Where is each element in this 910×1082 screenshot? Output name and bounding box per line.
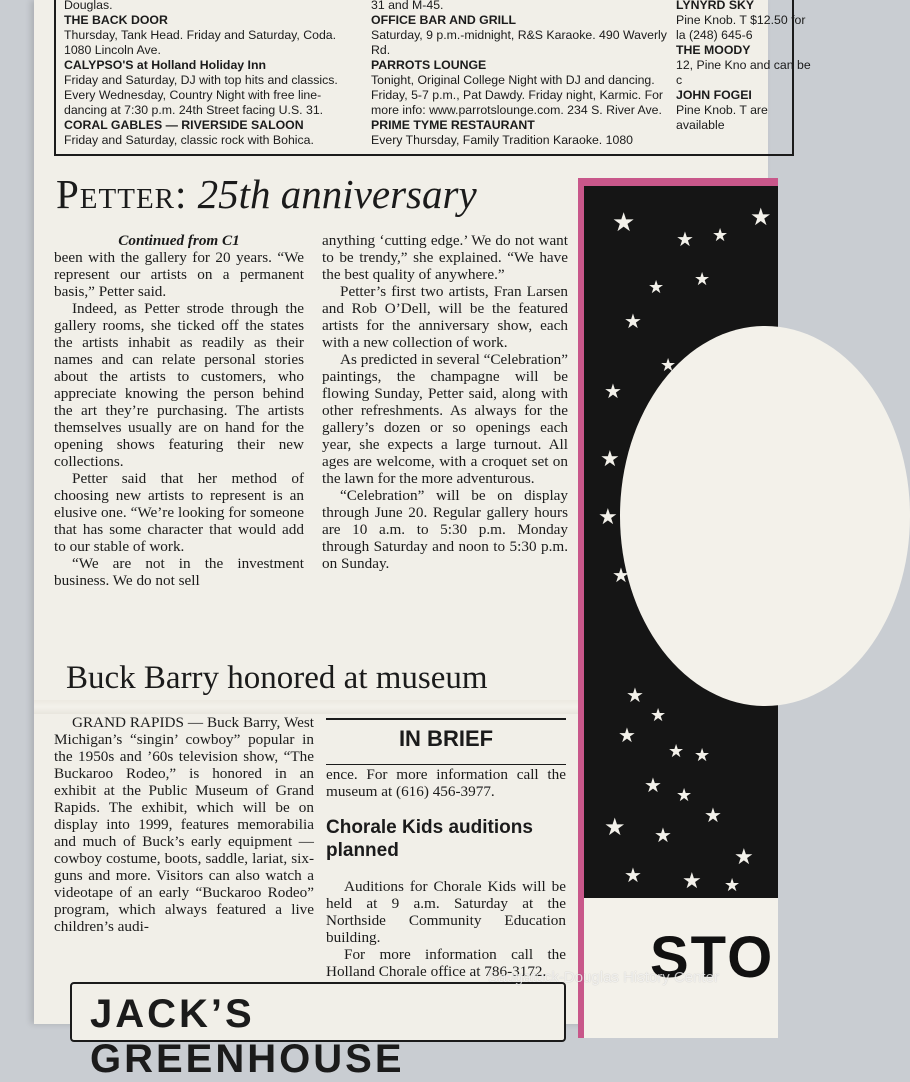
- listing-detail: 12, Pine Kno and can be c: [676, 58, 811, 87]
- listing-venue: 31 and M-45.: [371, 0, 444, 12]
- listing-detail: Friday and Saturday, DJ with top hits and classics. Every Wednesday, Country Night with free line-dancing at 7:30 p.m. 24th Street facing U.S. 31.: [64, 73, 338, 117]
- brief-headline: Chorale Kids auditions planned: [326, 817, 533, 861]
- paragraph: Petter’s first two artists, Fran Larsen and Rob O’Dell, will be the featured artists for the anniversary show, each with a new collection of work.: [322, 283, 568, 351]
- listing-detail: Tonight, Original College Night with DJ and dancing. Friday, 5-7 p.m., Pat Dawdy. Friday night, Karmic. For more info: www.parrotslounge.com. 234 S. River Ave.: [371, 73, 664, 117]
- star-icon: ★: [676, 785, 693, 805]
- ad-bottom-title: JACK’S GREENHOUSE: [90, 992, 405, 1081]
- paragraph: been with the gallery for 20 years. “We represent our artists on a permanent basis,” Petter said.: [54, 249, 304, 300]
- star-icon: ★: [694, 269, 711, 289]
- star-icon: ★: [734, 844, 754, 869]
- entertainment-listings: [54, 0, 811, 156]
- listings-column-2: [371, 0, 671, 148]
- brief-continuation: ence. For more information call the museum at (616) 456-3977.: [326, 766, 566, 800]
- paragraph: As predicted in several “Celebration” paintings, the champagne will be flowing Sunday, Petter said, along with other refreshments. As always for the gallery’s dozen or so openings each year, she expects a large turnout. All ages are welcome, with a croquet set on the lawn for the more adventurous.: [322, 351, 568, 487]
- listing-venue: CALYPSO'S at Holland Holiday Inn: [64, 58, 266, 72]
- listings-column-3: [676, 0, 816, 133]
- star-icon: ★: [750, 205, 772, 231]
- article-headline-petter: [56, 170, 477, 218]
- article-column-a: [54, 232, 304, 589]
- star-icon: ★: [598, 504, 618, 529]
- headline-name: Petter:: [56, 171, 188, 217]
- display-ad-bottom: [70, 982, 566, 1081]
- listings-column-1: [64, 0, 354, 148]
- star-icon: ★: [612, 565, 630, 587]
- star-icon: ★: [724, 875, 741, 895]
- star-icon: ★: [648, 277, 665, 297]
- paragraph: Auditions for Chorale Kids will be held at 9 a.m. Saturday at the Northside Community Education building.: [326, 878, 566, 946]
- star-icon: ★: [712, 225, 729, 245]
- in-brief-label: IN BRIEF: [398, 726, 494, 751]
- star-icon: ★: [654, 825, 672, 847]
- star-icon: ★: [644, 775, 662, 797]
- article-column-c: [54, 714, 314, 935]
- paragraph: For more information call the Holland Chorale office at 786-3172.: [326, 946, 566, 980]
- star-icon: ★: [660, 355, 677, 375]
- article-headline-buck-barry: Buck Barry honored at museum: [66, 660, 488, 696]
- star-icon: ★: [600, 446, 620, 471]
- star-icon: ★: [676, 229, 694, 251]
- watermark: Saugatuck-Douglas History Center: [488, 969, 719, 986]
- paragraph: anything ‘cutting edge.’ We do not want to be trendy,” she explained. “We have the best quality of anywhere.”: [322, 232, 568, 283]
- star-icon: ★: [624, 311, 642, 333]
- star-icon: ★: [626, 685, 644, 707]
- listing-detail: Saturday, 9 p.m.-midnight, R&S Karaoke. 490 Waverly Rd.: [371, 28, 667, 57]
- paragraph: Indeed, as Petter strode through the gallery rooms, she ticked off the states the artists inhabit as readily as their names and can relate personal stories about the artists to customers, who appreciate knowing the person behind the art they’re purchasing. The artists themselves usually are on hand for the opening shows featuring their new collections.: [54, 300, 304, 470]
- in-brief-header: [326, 718, 566, 765]
- listing-venue: THE MOODY: [676, 43, 751, 57]
- paragraph: “We are not in the investment business. We do not sell: [54, 555, 304, 589]
- headline-subtitle: 25th anniversary: [197, 171, 477, 217]
- star-icon: ★: [682, 868, 702, 893]
- display-ad-right: [578, 178, 778, 1038]
- listing-venue: Douglas.: [64, 0, 113, 12]
- listing-venue: THE BACK DOOR: [64, 13, 168, 27]
- article-column-b: [322, 232, 568, 572]
- star-icon: ★: [668, 741, 685, 761]
- listing-venue: JOHN FOGEI: [676, 88, 752, 102]
- listing-venue: PRIME TYME RESTAURANT: [371, 118, 535, 132]
- listing-venue: LYNYRD SKY: [676, 0, 755, 12]
- listing-detail: Every Thursday, Family Tradition Karaoke. 1080: [371, 133, 633, 147]
- paragraph: Petter said that her method of choosing new artists to represent is an elusive one. “We’re looking for someone that has some character that would add to our stable of work.: [54, 470, 304, 555]
- newspaper-page: [34, 0, 811, 1081]
- star-icon: ★: [650, 705, 667, 725]
- star-icon: ★: [604, 381, 622, 403]
- listing-detail: Friday and Saturday, classic rock with Bohica.: [64, 133, 314, 147]
- listing-venue: CORAL GABLES — RIVERSIDE SALOON: [64, 118, 304, 132]
- moon-illustration: [620, 326, 910, 706]
- brief-body: [326, 878, 566, 980]
- star-icon: ★: [612, 208, 636, 237]
- star-icon: ★: [624, 865, 642, 887]
- star-icon: ★: [618, 725, 636, 747]
- listing-detail: Pine Knob. T $12.50 for la (248) 645-6: [676, 13, 806, 42]
- paragraph: GRAND RAPIDS — Buck Barry, West Michigan’s “singin’ cowboy” popular in the 1950s and ’60s television show, “The Buckaroo Rodeo,” is honored in an exhibit at the Public Museum of Grand Rapids. The exhibit, which will be on display into 1999, features memorabilia and much of Buck’s early equipment — cowboy costume, boots, saddle, lariat, six-guns and more. Visitors can also watch a videotape of an early “Buckaroo Rodeo” program, which always featured a live children’s audi-: [54, 714, 314, 935]
- listing-detail: Thursday, Tank Head. Friday and Saturday, Coda. 1080 Lincoln Ave.: [64, 28, 337, 57]
- listing-detail: Pine Knob. T are available: [676, 103, 768, 132]
- star-icon: ★: [704, 805, 722, 827]
- listing-venue: PARROTS LOUNGE: [371, 58, 487, 72]
- star-icon: ★: [694, 745, 711, 765]
- star-icon: ★: [604, 815, 626, 841]
- paragraph: “Celebration” will be on display through June 20. Regular gallery hours are 10 a.m. to 5:30 p.m. Monday through Saturday and noon to 5:30 p.m. on Sunday.: [322, 487, 568, 572]
- listing-venue: OFFICE BAR AND GRILL: [371, 13, 517, 27]
- ad-title: STO: [650, 925, 775, 990]
- continued-line: Continued from C1: [118, 232, 240, 249]
